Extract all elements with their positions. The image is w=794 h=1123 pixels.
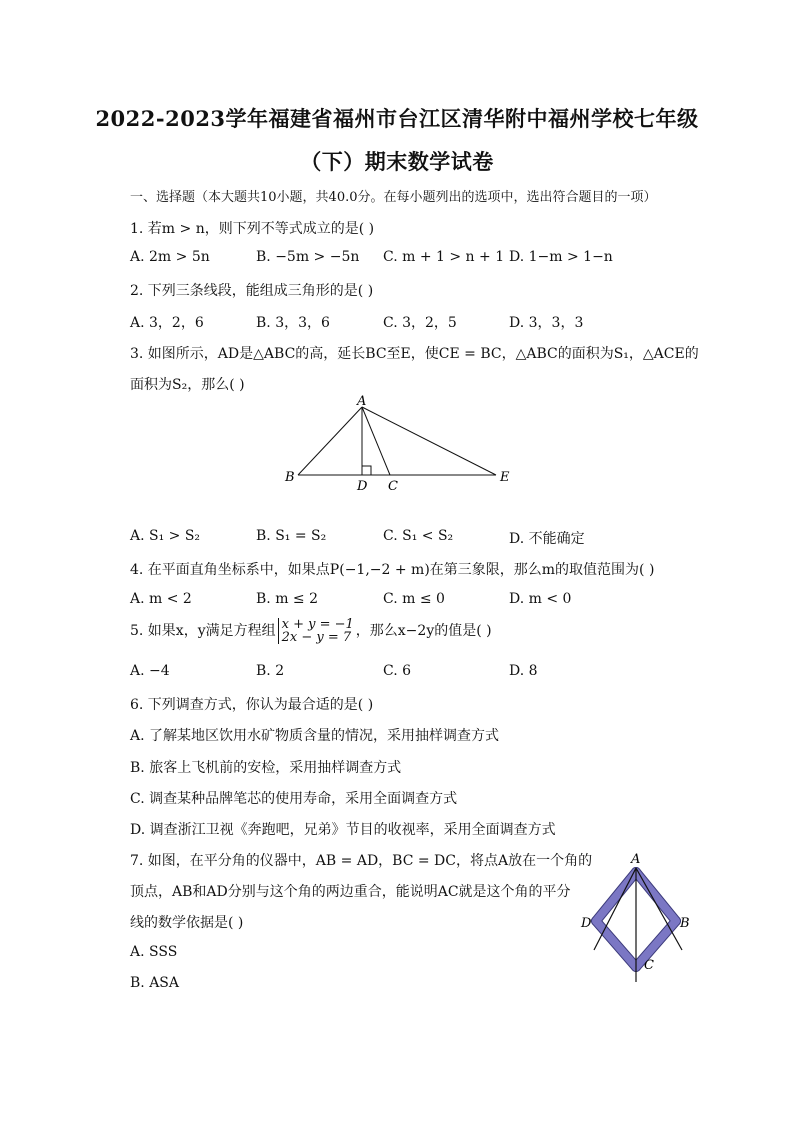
question-4-stem: 4. 在平面直角坐标系中，如果点P(−1,−2 + m)在第三象限，那么m的取值范围为( ) (130, 562, 655, 578)
q4-option-a: A. m < 2 (130, 591, 192, 607)
q2-option-d: D. 3，3，3 (509, 315, 584, 331)
equation-2: 2x − y = 7 (281, 630, 352, 645)
q2-option-b: B. 3，3，6 (256, 315, 330, 331)
q5-stem-pre: 5. 如果x，y满足方程组 (130, 623, 276, 639)
fig3-label-a: A (357, 394, 367, 409)
question-3-stem-a: 3. 如图所示，AD是△ABC的高，延长BC至E，使CE = BC，△ABC的面积为S₁，△ACE的 (130, 346, 699, 362)
page-title-line1: 2022-2023学年福建省福州市台江区清华附中福州学校七年级 (95, 106, 699, 131)
q5-option-b: B. 2 (256, 663, 285, 679)
q1-option-b: B. −5m > −5n (256, 249, 360, 265)
q1-option-c: C. m + 1 > n + 1 (383, 249, 505, 265)
q5-option-c: C. 6 (383, 663, 412, 679)
q3-option-a: A. S₁ > S₂ (130, 528, 201, 544)
fig7-label-d: D (581, 916, 592, 931)
fig7-label-c: C (644, 958, 654, 973)
question-7-stem-a: 7. 如图，在平分角的仪器中，AB = AD，BC = DC，将点A放在一个角的 (130, 853, 593, 869)
equation-1: x + y = −1 (281, 617, 354, 632)
q4-option-b: B. m ≤ 2 (256, 591, 319, 607)
q5-option-d: D. 8 (509, 663, 538, 679)
question-2-stem: 2. 下列三条线段，能组成三角形的是( ) (130, 283, 374, 299)
fig3-label-d: D (357, 479, 368, 494)
q5-stem-post: ，那么x−2y的值是( ) (355, 623, 492, 639)
fig7-label-a: A (631, 852, 641, 867)
fig3-label-b: B (285, 470, 295, 485)
section-heading: 一、选择题（本大题共10小题，共40.0分。在每小题列出的选项中，选出符合题目的一项） (130, 190, 657, 205)
q4-option-c: C. m ≤ 0 (383, 591, 445, 607)
triangle-figure (280, 392, 520, 496)
question-7-stem-b: 顶点，AB和AD分别与这个角的两边重合，能说明AC就是这个角的平分 (130, 884, 571, 900)
question-3-stem-b: 面积为S₂，那么( ) (130, 377, 245, 393)
page-title-line2: （下）期末数学试卷 (300, 149, 494, 174)
fig3-label-e: E (500, 470, 510, 485)
q3-option-b: B. S₁ = S₂ (256, 528, 327, 544)
q6-option-c: C. 调查某种品牌笔芯的使用寿命，采用全面调查方式 (130, 791, 458, 807)
q3-option-d: D. 不能确定 (509, 531, 585, 547)
fig3-label-c: C (388, 479, 398, 494)
q4-option-d: D. m < 0 (509, 591, 572, 607)
q2-option-c: C. 3，2，5 (383, 315, 457, 331)
q7-option-b: B. ASA (130, 975, 179, 991)
q6-option-a: A. 了解某地区饮用水矿物质含量的情况，采用抽样调查方式 (130, 728, 500, 744)
fig7-label-b: B (680, 916, 690, 931)
q2-option-a: A. 3，2，6 (130, 315, 204, 331)
q7-option-a: A. SSS (130, 944, 178, 960)
q1-option-d: D. 1−m > 1−n (509, 249, 613, 265)
q3-option-c: C. S₁ < S₂ (383, 528, 454, 544)
equation-system (278, 618, 354, 644)
question-7-stem-c: 线的数学依据是( ) (130, 915, 244, 931)
q6-option-b: B. 旅客上飞机前的安检，采用抽样调查方式 (130, 760, 402, 776)
angle-bisector-instrument-figure (578, 850, 696, 988)
q1-option-a: A. 2m > 5n (130, 249, 210, 265)
question-5-stem (130, 618, 492, 644)
q5-option-a: A. −4 (130, 663, 170, 679)
question-6-stem: 6. 下列调查方式，你认为最合适的是( ) (130, 697, 374, 713)
q6-option-d: D. 调查浙江卫视《奔跑吧，兄弟》节目的收视率，采用全面调查方式 (130, 822, 556, 838)
question-1-stem: 1. 若m > n，则下列不等式成立的是( ) (130, 221, 375, 237)
